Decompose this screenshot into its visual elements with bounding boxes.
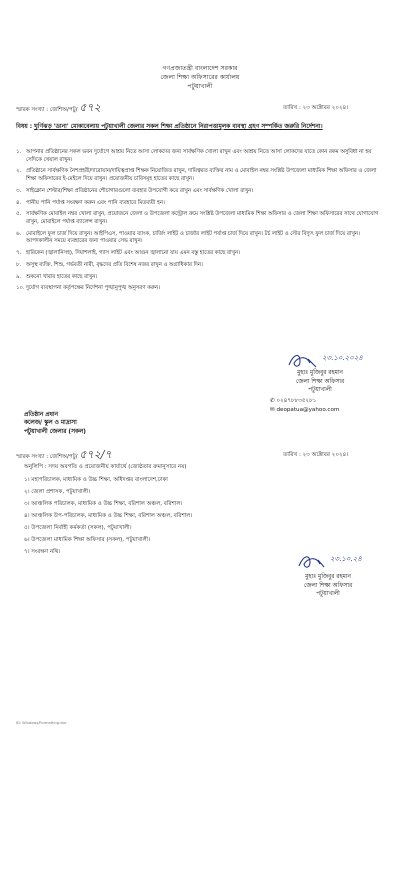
list-item: ৬। উপজেলা মাধ্যমিক শিক্ষা অফিসার (সকল), পটুয়াখালী। (24, 537, 151, 543)
recipient-line1: প্রতিষ্ঠান প্রধান (24, 412, 58, 418)
contact-phone: ✆ ০২৪৭৮৮৩৫২৮১ (270, 398, 317, 404)
signature-block-2 (258, 573, 398, 599)
email-icon: ✉ (270, 407, 275, 413)
cc-heading: অনুলিপি : সদয় অবগতি ও প্রয়োজনীয় কার্যার্থে (জ্যেষ্ঠতার ক্রমানুসারে নয়) (24, 464, 187, 470)
recipient-line2: কলেজ/ স্কুল ও মাদ্রাসা (24, 420, 77, 427)
memo-date: তারিখ : ২৩ অক্টোবর ২০২৪। (283, 105, 349, 111)
contact-email: ✉ deopatua@yahoo.com (270, 407, 340, 413)
list-item: ৫। উপজেলা নির্বাহী কর্মকর্তা (সকল), পটুয়াখালী। (24, 525, 132, 531)
recipient-block (24, 411, 86, 436)
gov-header-line2: জেলা শিক্ষা অফিসারের কার্যালয় (160, 74, 240, 81)
list-item: ২. প্রতিষ্ঠানে সার্বক্ষণিক নৈশপ্রহরী/দারোয়ান/দায়িত্বপ্রাপ্ত শিক্ষক নিয়োজিত রাখুন, দায়িত্বরত ব্যক্তির নাম ও মোবাইল নম্বর সংশ্লিষ্ট উপজেলা মাধ্যমিক শিক্ষা অফিসার ও জেলা শিক্ষা অফিসারের ই-মেইলে দিয়ে রাখুন। প্রয়োজনীয় চাবিসমূহ হাতের কাছে রাখুন। (16, 168, 377, 182)
signatory-name: মুহাঃ মুজিবুর রহমান (297, 370, 343, 376)
instruction-list (14, 149, 386, 297)
recipient-line3: পটুয়াখালী জেলার (সকল) (24, 428, 86, 435)
list-item: ৩। আঞ্চলিক পরিচালক, মাধ্যমিক ও উচ্চ শিক্ষা, বরিশাল অঞ্চল, বরিশাল। (24, 501, 183, 507)
signatory-name: মুহাঃ মুজিবুর রহমান (305, 574, 351, 580)
phone-icon: ✆ (270, 398, 275, 404)
signatory-designation: জেলা শিক্ষা অফিসার (303, 582, 353, 589)
signature-block-1 (250, 369, 390, 395)
memo2-date: তারিখ : ২৩ অক্টোবর ২০২৪। (283, 452, 349, 458)
list-item: ৮. অসুস্থ ব্যক্তি, শিশু, গর্ভবতী নারী, বৃদ্ধদের প্রতি বিশেষ নজর রাখুন ও অগ্রাধিকার দিন। (16, 261, 203, 268)
list-item: ৯. শুকনো খাবার হাতের কাছে রাখুন। (16, 273, 98, 280)
signature-date-1: ২৩.১০.২০২৪ (322, 354, 363, 362)
gov-header-line3: পটুয়াখালী (187, 83, 213, 90)
memo-handwritten-number: ৫৭২ (79, 101, 101, 114)
list-item: ২। জেলা প্রশাসক, পটুয়াখালী। (24, 489, 91, 495)
subject-text: ঘূর্ণিঝড় 'ডানা' মোকাবেলায় পটুয়াখালী জেলার সকল শিক্ষা প্রতিষ্ঠানে নিরাপত্তামূলক ব্যবস্থা গ্রহণ সম্পর্কিত জরুরি নির্দেশনা। (34, 124, 323, 130)
list-item: ৩. সাইক্লোন শেল্টার/শিক্ষা প্রতিষ্ঠানের শৌচাগারগুলো ব্যবহার উপযোগী করে রাখুন এবং সার্বক্ষণিক খোলা রাখুন। (16, 187, 254, 194)
file-path-footer: ID: Windows/Formatting.doc (16, 721, 67, 725)
memo2-handwritten-number: ৫৭২/৭ (79, 448, 112, 461)
list-item: ১. আপনার প্রতিষ্ঠানের সকল ভবন দুর্যোগে আশ্রয় নিতে আসা লোকদের জন্য সার্বক্ষণিক খোলা রাখুন এবং আশ্রয় নিতে আসা লোকদের যাতে কোন রকম অসুবিধা না হয় সেদিকে খেয়াল রাখুন। (16, 149, 372, 163)
signatory-place: পটুয়াখালী (308, 387, 332, 394)
list-item: ৫. সার্বক্ষণিক মোবাইল নম্বর খোলা রাখুন, প্রয়োজনে জেলা ও উপজেলা কন্ট্রোল রুমে সংশ্লিষ্ট উপজেলা মাধ্যমিক শিক্ষা অফিসার ও জেলা শিক্ষা অফিসারের সাথে যোগাযোগ রাখুন, মোবাইলে পর্যাপ্ত ব্যালেন্স রাখুন। (16, 211, 379, 225)
memo2-number-label (16, 448, 112, 461)
signatory-place: পটুয়াখালী (316, 591, 340, 598)
list-item: ১০. দুর্যোগ ব্যবস্থাপনা কর্তৃপক্ষের নির্দেশনা পুঙ্খানুপুঙ্খ অনুসরণ করুন। (16, 285, 160, 292)
signatory-designation: জেলা শিক্ষা অফিসার (295, 378, 345, 385)
memo2-label: স্মারক সংখ্যা : জেশিঅ/পটু/ (16, 454, 78, 460)
list-item: ৬. মোবাইলে ফুল চার্জ দিয়ে রাখুন। আইপিএস, পাওয়ার ব্যাংক, চার্জিং লাইট ও চার্জার লাইট পর্যাপ্ত চার্জ দিয়ে রাখুন। টর্চ লাইট ও সৌর বিদ্যুৎ ফুল চার্জ দিয়ে রাখুন। আপদকালীন সময়ে ব্যবহারের জন্য পাওয়ার সেভ রাখুন। (16, 230, 360, 245)
list-item: ৭. হারিকেন (জ্বালানিসহ), দিয়াশলাই, গ্যাস লাইট এবং আগুন জ্বালানো যায় এমন বস্তু হাতের কাছে রাখুন। (16, 250, 241, 257)
list-item: ১। মহাপরিচালক, মাধ্যমিক ও উচ্চ শিক্ষা, অধিদপ্তর বাংলাদেশ,ঢাকা (24, 477, 168, 483)
subject-label: বিষয় : (16, 124, 33, 130)
gov-header-line1: গণপ্রজাতন্ত্রী বাংলাদেশ সরকার (162, 65, 238, 72)
list-item: ৪। আঞ্চলিক উপ-পরিচালক, মাধ্যমিক ও উচ্চ শিক্ষা, বরিশাল অঞ্চল, বরিশাল। (24, 513, 193, 519)
memo-number-label (16, 101, 101, 114)
list-item: ৭। সংরক্ষণ নথি। (24, 549, 61, 555)
memo-label: স্মারক সংখ্যা : জেশিঅ/পটু/ (16, 107, 78, 113)
subject-block (16, 123, 384, 132)
signature-date-2: ২৩.১০.২৪ (330, 555, 362, 563)
list-item: ৪. পানীয় পানি পর্যাপ্ত সংরক্ষণ করুন এবং পানি ব্যবহারে মিতব্যয়ী হন। (16, 199, 165, 206)
